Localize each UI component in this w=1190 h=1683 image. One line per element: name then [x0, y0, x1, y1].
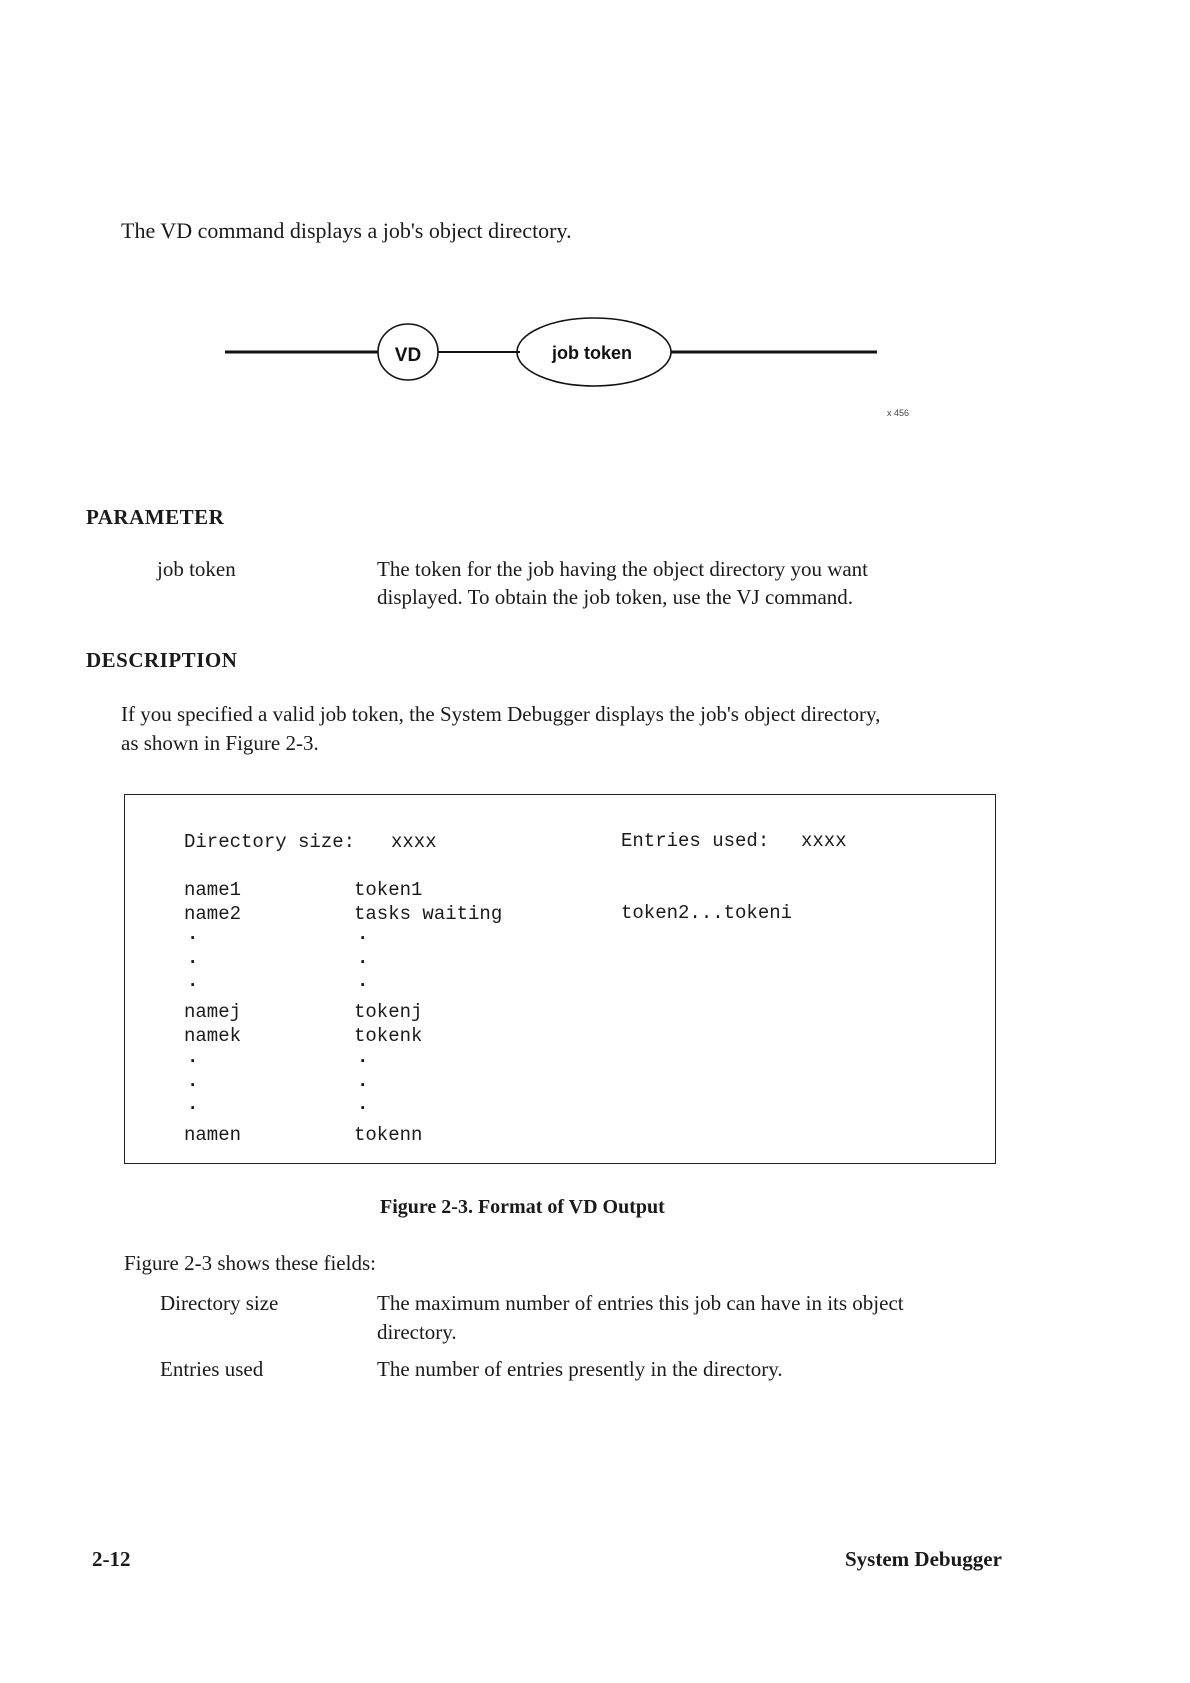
ellipsis-dot: .	[357, 947, 369, 969]
ellipsis-dot: .	[187, 970, 199, 992]
intro-text: The VD command displays a job's object directory.	[121, 218, 572, 243]
ellipsis-dot: .	[187, 1046, 199, 1068]
ellipsis-dot: .	[187, 947, 199, 969]
ellipsis-dot: .	[357, 1070, 369, 1092]
figure-row-extra: token2...tokeni	[621, 902, 793, 924]
figure-ref: x 456	[887, 408, 910, 418]
parameter-heading: PARAMETER	[86, 505, 225, 529]
entries-used-label: Entries used:	[621, 830, 770, 852]
parameter-desc-line: The token for the job having the object directory you want	[377, 557, 869, 581]
syntax-diagram	[0, 0, 1190, 440]
entries-used-value: xxxx	[801, 830, 847, 852]
figure-box	[124, 794, 996, 1164]
field-desc-line: The maximum number of entries this job can have in its object	[377, 1291, 904, 1315]
figure-row-name: name2	[184, 903, 242, 925]
ellipsis-dot: .	[187, 923, 199, 945]
figure-row-token: tasks waiting	[354, 903, 503, 925]
section-title: System Debugger	[845, 1547, 1002, 1571]
fields-intro: Figure 2-3 shows these fields:	[124, 1251, 376, 1275]
description-line: If you specified a valid job token, the System Debugger displays the job's object directory,	[121, 702, 881, 726]
parameter-name: job token	[157, 557, 236, 581]
field-desc-line: The number of entries presently in the directory.	[377, 1357, 783, 1381]
ellipsis-dot: .	[357, 1046, 369, 1068]
field-desc-directory-size	[377, 1289, 977, 1347]
description-paragraph	[121, 700, 1001, 758]
ellipsis-dot: .	[187, 1093, 199, 1115]
parameter-desc-line: displayed. To obtain the job token, use the VJ command.	[377, 585, 854, 609]
figure-row-name: namej	[184, 1001, 242, 1023]
directory-size-value: xxxx	[391, 831, 437, 853]
ellipsis-dot: .	[357, 923, 369, 945]
field-desc-entries-used	[377, 1355, 977, 1384]
field-name-entries-used: Entries used	[160, 1357, 264, 1381]
figure-caption: Figure 2-3. Format of VD Output	[380, 1196, 665, 1218]
parameter-description	[377, 555, 967, 611]
figure-row-name: namek	[184, 1025, 242, 1047]
field-name-directory-size: Directory size	[160, 1291, 279, 1315]
directory-size-label: Directory size:	[184, 831, 356, 853]
job-token-label: job token	[552, 343, 632, 363]
ellipsis-dot: .	[187, 1070, 199, 1092]
description-line: as shown in Figure 2-3.	[121, 731, 319, 755]
ellipsis-dot: .	[357, 970, 369, 992]
field-desc-line: directory.	[377, 1320, 457, 1344]
figure-row-token: tokenn	[354, 1124, 423, 1146]
description-heading: DESCRIPTION	[86, 648, 238, 672]
figure-row-token: tokenk	[354, 1025, 423, 1047]
figure-row-name: name1	[184, 879, 242, 901]
vd-label: VD	[394, 345, 422, 366]
figure-row-name: namen	[184, 1124, 242, 1146]
figure-row-token: tokenj	[354, 1001, 423, 1023]
page-number: 2-12	[92, 1547, 131, 1571]
ellipsis-dot: .	[357, 1093, 369, 1115]
figure-row-token: token1	[354, 879, 423, 901]
